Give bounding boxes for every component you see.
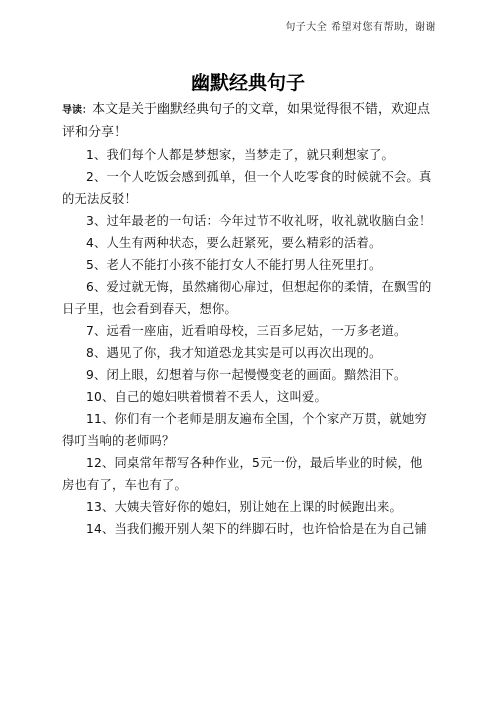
sentence-7: 7、远看一座庙，近看咱母校，三百多尼姑，一万多老道。	[86, 324, 407, 338]
sentence-1: 1、我们每个人都是梦想家，当梦走了，就只剩想家了。	[86, 148, 394, 162]
sentence-2: 2、一个人吃饭会感到孤单，但一个人吃零食的时候就不会。真的无法反驳！	[62, 170, 432, 206]
sentence-12: 12、同桌常年帮写各种作业，5元一份，最后毕业的时候，他房也有了，车也有了。	[62, 456, 423, 492]
sentence-13: 13、大姨夫管好你的媳妇，别让她在上课的时候跑出来。	[86, 500, 402, 514]
sentence-3: 3、过年最老的一句话：今年过节不收礼呀，收礼就收脑白金！	[86, 214, 432, 228]
sentence-5: 5、老人不能打小孩不能打女人不能打男人往死里打。	[86, 258, 382, 272]
sentence-10: 10、自己的媳妇哄着惯着不丢人，这叫爱。	[86, 390, 327, 404]
document-title: 幽默经典句子	[190, 72, 305, 94]
intro-paragraph	[62, 99, 434, 144]
sentence-4: 4、人生有两种状态，要么赶紧死，要么精彩的活着。	[86, 236, 382, 250]
intro-text: 本文是关于幽默经典句子的文章，如果觉得很不错，欢迎点评和分享！	[62, 102, 431, 140]
sentence-11: 11、你们有一个老师是朋友遍布全国，个个家产万贯，就她穷得叮当响的老师吗？	[62, 412, 427, 448]
document-body	[62, 99, 434, 540]
sentence-8: 8、遇见了你，我才知道恐龙其实是可以再次出现的。	[86, 346, 382, 360]
sentence-9: 9、闭上眼，幻想着与你一起慢慢变老的画面。黯然泪下。	[86, 368, 407, 382]
intro-label: 导读：	[62, 105, 92, 116]
sentence-14: 14、当我们搬开别人架下的绊脚石时，也许恰恰是在为自己铺	[86, 522, 427, 536]
page-header: 句子大全 希望对您有帮助，谢谢	[285, 22, 436, 33]
sentence-6: 6、爱过就无悔，虽然痛彻心扉过，但想起你的柔情，在飘雪的日子里，也会看到春天，想你。	[62, 280, 432, 316]
